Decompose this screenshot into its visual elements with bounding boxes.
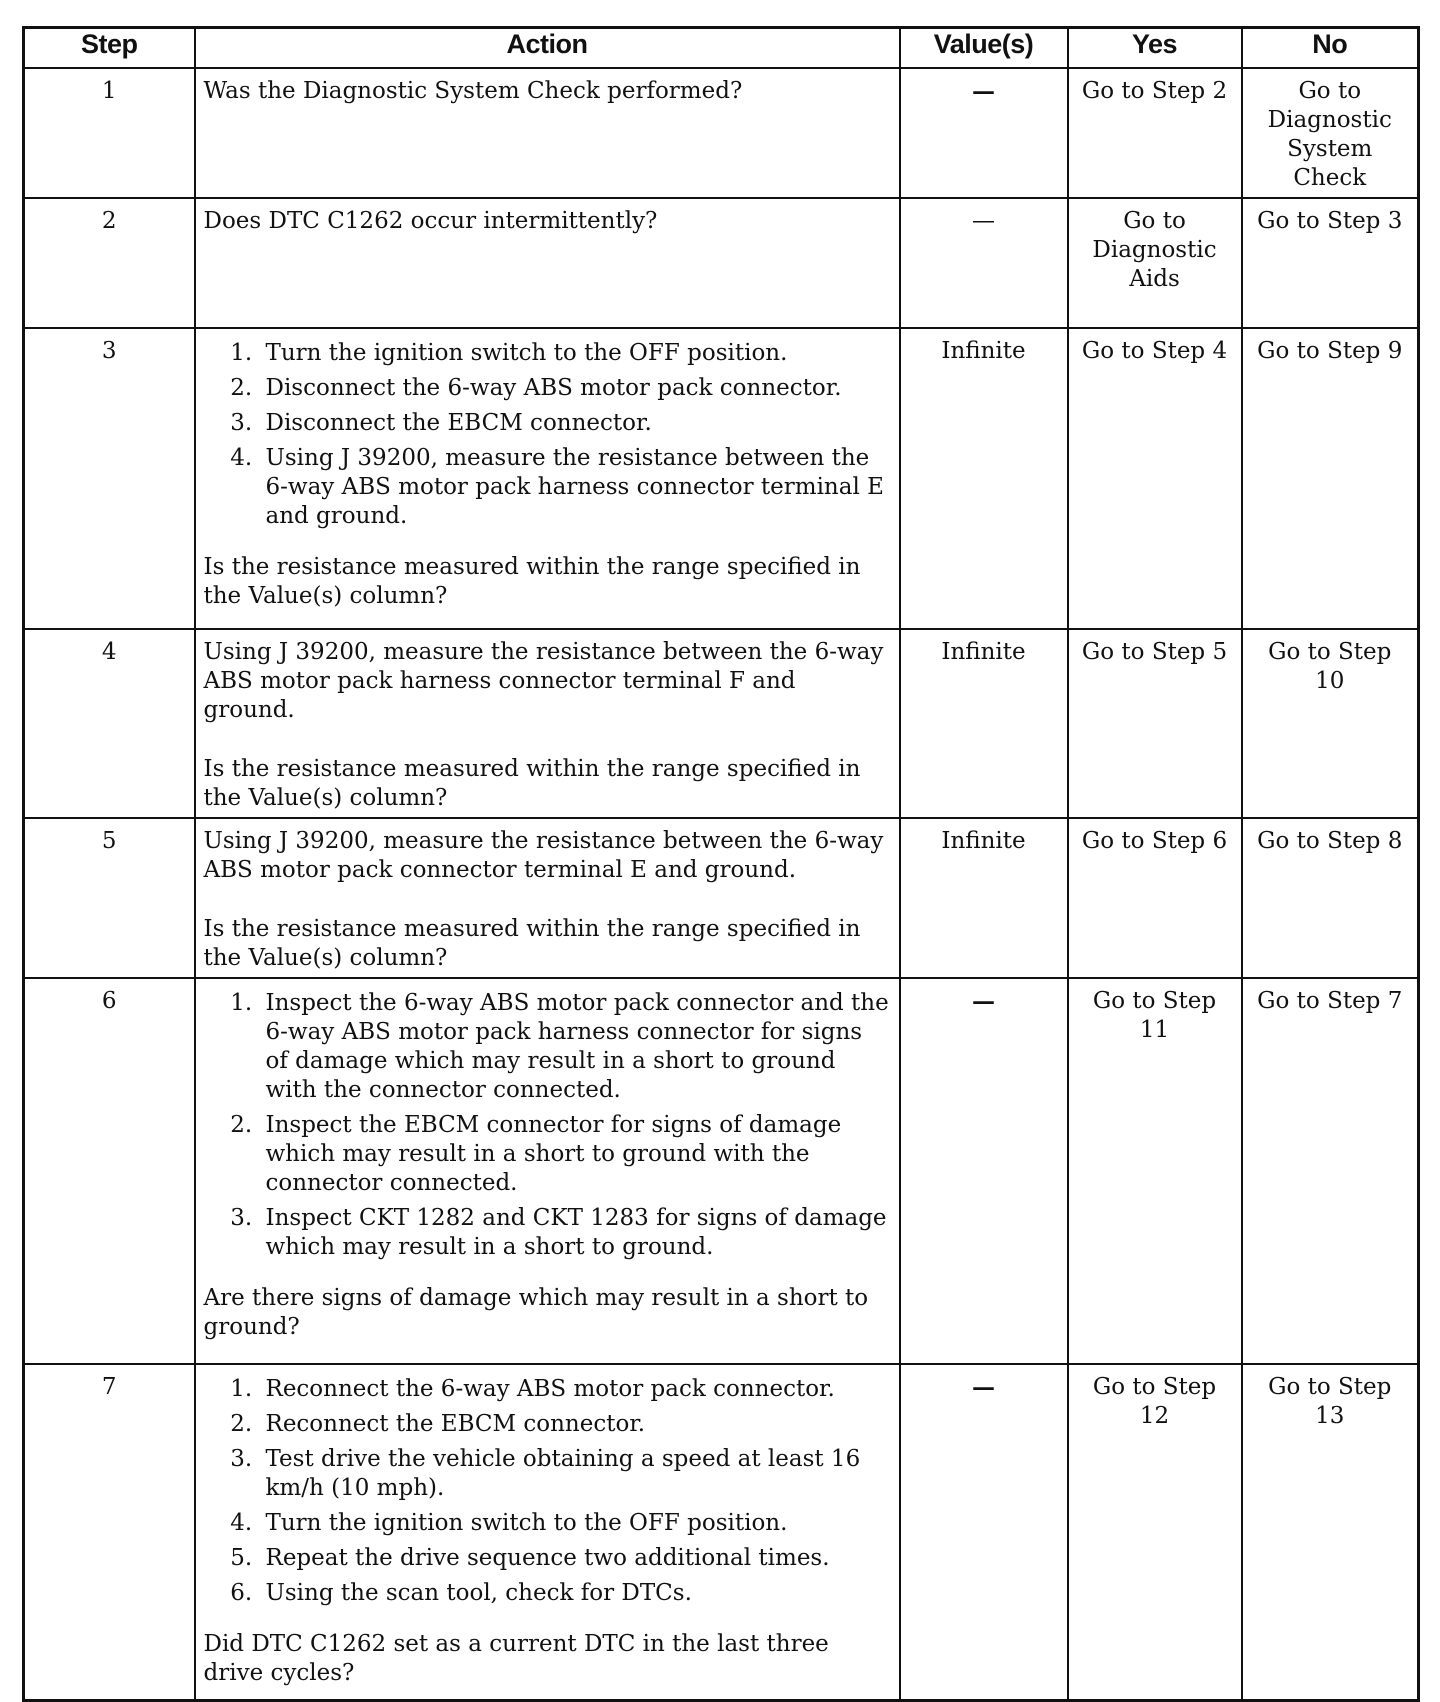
value-text: — (972, 78, 995, 105)
header-row (24, 28, 1419, 69)
action-cell (195, 198, 900, 328)
list-item: 2. Inspect the EBCM connector for signs of damage which may result in a short to ground with the connector connected. (260, 1111, 891, 1198)
list-item: 3. Disconnect the EBCM connector. (260, 409, 891, 438)
value-text: — (972, 208, 995, 234)
diagnostic-page (22, 26, 1417, 1702)
action-question: Did DTC C1262 set as a current DTC in the last three drive cycles? (203, 1631, 829, 1686)
table-row (24, 68, 1419, 198)
value-cell (900, 328, 1068, 629)
list-item: 1. Turn the ignition switch to the OFF position. (260, 339, 891, 368)
yes-cell: Go to Step 4 (1068, 328, 1242, 629)
list-item: 4. Turn the ignition switch to the OFF position. (260, 1509, 891, 1538)
action-question: Is the resistance measured within the range specified in the Value(s) column? (203, 756, 861, 811)
action-question: Does DTC C1262 occur intermittently? (203, 208, 658, 234)
value-text: — (972, 988, 995, 1015)
action-question: Is the resistance measured within the range specified in the Value(s) column? (203, 916, 861, 971)
step-number: 3 (24, 328, 195, 629)
diagnostic-table (22, 26, 1420, 1702)
list-item: 4. Using J 39200, measure the resistance between the 6-way ABS motor pack harness connector terminal E and ground. (260, 444, 891, 531)
table-row (24, 198, 1419, 328)
no-cell: Go to Step 7 (1242, 978, 1419, 1364)
no-cell: Go to Step 8 (1242, 818, 1419, 978)
step-number: 7 (24, 1364, 195, 1700)
no-cell: Go to Step 9 (1242, 328, 1419, 629)
yes-cell: Go to Step 6 (1068, 818, 1242, 978)
header-no: No (1242, 28, 1419, 69)
no-cell: Go to Step 13 (1242, 1364, 1419, 1700)
list-item: 2. Reconnect the EBCM connector. (260, 1410, 891, 1439)
value-cell (900, 629, 1068, 818)
header-action: Action (195, 28, 900, 69)
action-paragraph: Using J 39200, measure the resistance between the 6-way ABS motor pack connector terminal E and ground. (203, 828, 884, 883)
action-cell (195, 328, 900, 629)
yes-cell: Go to Step 5 (1068, 629, 1242, 818)
yes-cell: Go to Diagnostic Aids (1068, 198, 1242, 328)
no-cell: Go to Diagnostic System Check (1242, 68, 1419, 198)
action-cell (195, 818, 900, 978)
table-row (24, 818, 1419, 978)
table-row (24, 978, 1419, 1364)
value-cell (900, 68, 1068, 198)
value-text: Infinite (941, 338, 1026, 364)
step-number: 1 (24, 68, 195, 198)
action-question: Is the resistance measured within the range specified in the Value(s) column? (203, 554, 861, 609)
header-values: Value(s) (900, 28, 1068, 69)
step-number: 2 (24, 198, 195, 328)
step-number: 6 (24, 978, 195, 1364)
no-cell: Go to Step 10 (1242, 629, 1419, 818)
value-text: — (972, 1374, 995, 1401)
step-number: 5 (24, 818, 195, 978)
list-item: 1. Reconnect the 6-way ABS motor pack connector. (260, 1375, 891, 1404)
action-cell (195, 978, 900, 1364)
action-cell (195, 1364, 900, 1700)
no-cell: Go to Step 3 (1242, 198, 1419, 328)
action-question: Are there signs of damage which may result in a short to ground? (203, 1285, 869, 1340)
action-paragraph: Using J 39200, measure the resistance between the 6-way ABS motor pack harness connector terminal F and ground. (203, 639, 884, 723)
list-item: 5. Repeat the drive sequence two additional times. (260, 1544, 891, 1573)
yes-cell: Go to Step 12 (1068, 1364, 1242, 1700)
value-cell (900, 198, 1068, 328)
header-yes: Yes (1068, 28, 1242, 69)
value-cell (900, 978, 1068, 1364)
list-item: 6. Using the scan tool, check for DTCs. (260, 1579, 891, 1608)
table-row (24, 629, 1419, 818)
table-row (24, 328, 1419, 629)
header-step: Step (24, 28, 195, 69)
value-cell (900, 818, 1068, 978)
list-item: 3. Inspect CKT 1282 and CKT 1283 for signs of damage which may result in a short to ground. (260, 1204, 891, 1262)
action-cell (195, 629, 900, 818)
list-item: 3. Test drive the vehicle obtaining a speed at least 16 km/h (10 mph). (260, 1445, 891, 1503)
yes-cell: Go to Step 11 (1068, 978, 1242, 1364)
yes-cell: Go to Step 2 (1068, 68, 1242, 198)
procedure-list (204, 1375, 891, 1608)
procedure-list (204, 339, 891, 531)
action-question: Was the Diagnostic System Check performed? (203, 78, 743, 104)
value-text: Infinite (941, 639, 1026, 665)
step-number: 4 (24, 629, 195, 818)
table-row (24, 1364, 1419, 1700)
value-cell (900, 1364, 1068, 1700)
value-text: Infinite (941, 828, 1026, 854)
list-item: 2. Disconnect the 6-way ABS motor pack connector. (260, 374, 891, 403)
procedure-list (204, 989, 891, 1262)
action-cell (195, 68, 900, 198)
list-item: 1. Inspect the 6-way ABS motor pack connector and the 6-way ABS motor pack harness connector for signs of damage which may result in a short to ground with the connector connected. (260, 989, 891, 1105)
